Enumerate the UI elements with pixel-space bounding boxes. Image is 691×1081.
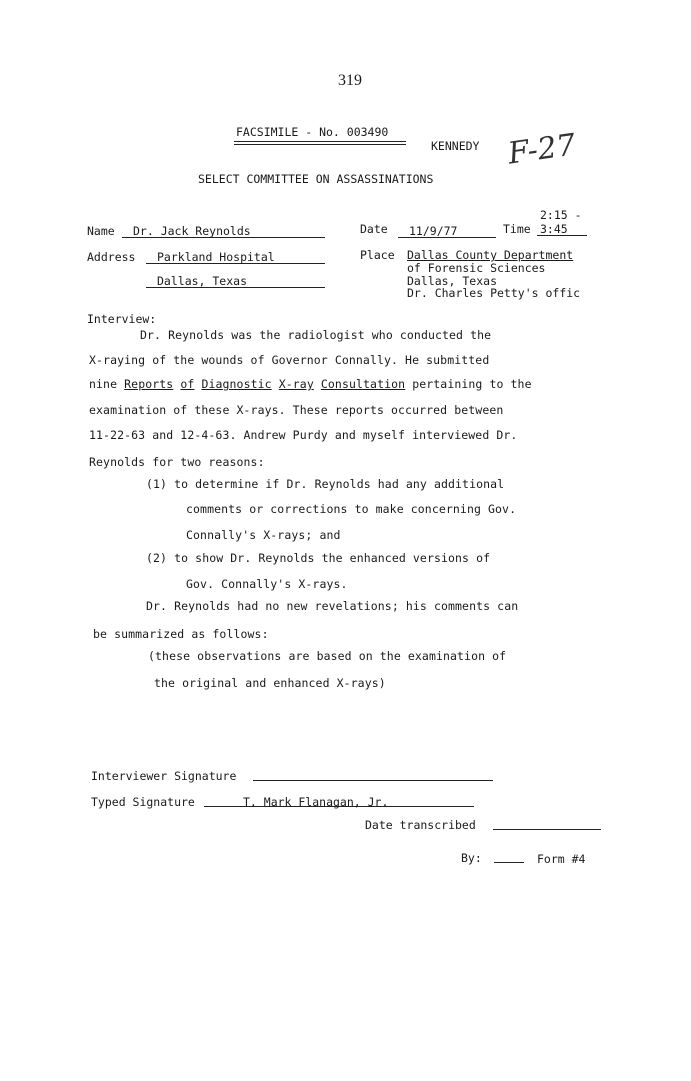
reason1-line1: (1) to determine if Dr. Reynolds had any additional — [146, 477, 505, 491]
time-line — [537, 235, 587, 236]
address-line2: Dallas, Texas — [157, 274, 248, 288]
word-nine: nine — [89, 377, 118, 391]
interviewer-signature-label: Interviewer Signature — [91, 769, 237, 783]
time-start: 2:15 - — [540, 208, 582, 222]
date-line — [398, 237, 496, 238]
name-value: Dr. Jack Reynolds — [133, 224, 251, 238]
paragraph1-line1: Dr. Reynolds was the radiologist who conducted the — [140, 328, 492, 342]
reason2-line2: Gov. Connally's X-rays. — [186, 577, 348, 591]
time-label: Time — [503, 222, 531, 236]
reason2-line1: (2) to show Dr. Reynolds the enhanced versions of — [146, 551, 491, 565]
name-label: Name — [87, 224, 115, 238]
place-line1: Dallas County Department — [407, 248, 574, 262]
interviewer-signature-line — [253, 780, 493, 781]
form-number: Form #4 — [537, 852, 586, 866]
paragraph3-line1: (these observations are based on the examination of — [148, 649, 507, 663]
time-value: 3:45 — [540, 222, 568, 236]
date-value: 11/9/77 — [409, 224, 458, 238]
by-label: By: — [461, 851, 482, 865]
paragraph2-line2: be summarized as follows: — [93, 627, 269, 641]
address-line2-rule — [146, 287, 325, 288]
committee-title: SELECT COMMITTEE ON ASSASSINATIONS — [198, 172, 434, 186]
paragraph1-line3 — [89, 377, 532, 391]
paragraph1-line6: Reynolds for two reasons: — [89, 455, 265, 469]
paragraph3-line2: the original and enhanced X-rays) — [154, 676, 386, 690]
typed-signature-value: T. Mark Flanagan, Jr. — [243, 795, 389, 809]
reason1-line3: Connally's X-rays; and — [186, 528, 341, 542]
typed-signature-line — [204, 806, 474, 807]
date-transcribed-line — [493, 829, 601, 830]
paragraph2-line1: Dr. Reynolds had no new revelations; his comments can — [146, 599, 519, 613]
date-transcribed-label: Date transcribed — [365, 818, 476, 832]
date-label: Date — [360, 222, 388, 236]
word-xray: X-ray — [278, 377, 314, 391]
handwritten-stamp: F-27 — [505, 127, 578, 172]
paragraph1-line4: examination of these X-rays. These reports occurred between — [89, 403, 504, 417]
address-label: Address — [87, 250, 136, 264]
name-line — [122, 237, 325, 238]
page-number: 319 — [338, 72, 362, 89]
place-line2: of Forensic Sciences — [407, 261, 546, 275]
place-label: Place — [360, 248, 395, 262]
place-line3: Dallas, Texas — [407, 274, 498, 288]
word-reports: Reports — [124, 377, 174, 391]
typed-signature-label: Typed Signature — [91, 795, 195, 809]
facsimile-number: FACSIMILE - No. 003490 — [236, 125, 389, 139]
interview-label: Interview: — [87, 312, 157, 326]
word-of: of — [180, 377, 195, 391]
word-pertaining: pertaining to the — [412, 377, 532, 391]
address-line1-rule — [146, 263, 325, 264]
address-line1: Parkland Hospital — [157, 250, 275, 264]
kennedy-label: KENNEDY — [431, 139, 480, 153]
reason1-line2: comments or corrections to make concerning Gov. — [186, 502, 517, 516]
facsimile-rule — [234, 141, 406, 142]
word-diagnostic: Diagnostic — [201, 377, 272, 391]
facsimile-rule-double — [234, 144, 406, 145]
paragraph1-line5: 11-22-63 and 12-4-63. Andrew Purdy and myself interviewed Dr. — [89, 428, 518, 442]
paragraph1-line2: X-raying of the wounds of Governor Connally. He submitted — [89, 353, 490, 367]
by-line — [494, 862, 524, 863]
place-line4: Dr. Charles Petty's offic — [407, 286, 581, 300]
word-consultation: Consultation — [320, 377, 406, 391]
